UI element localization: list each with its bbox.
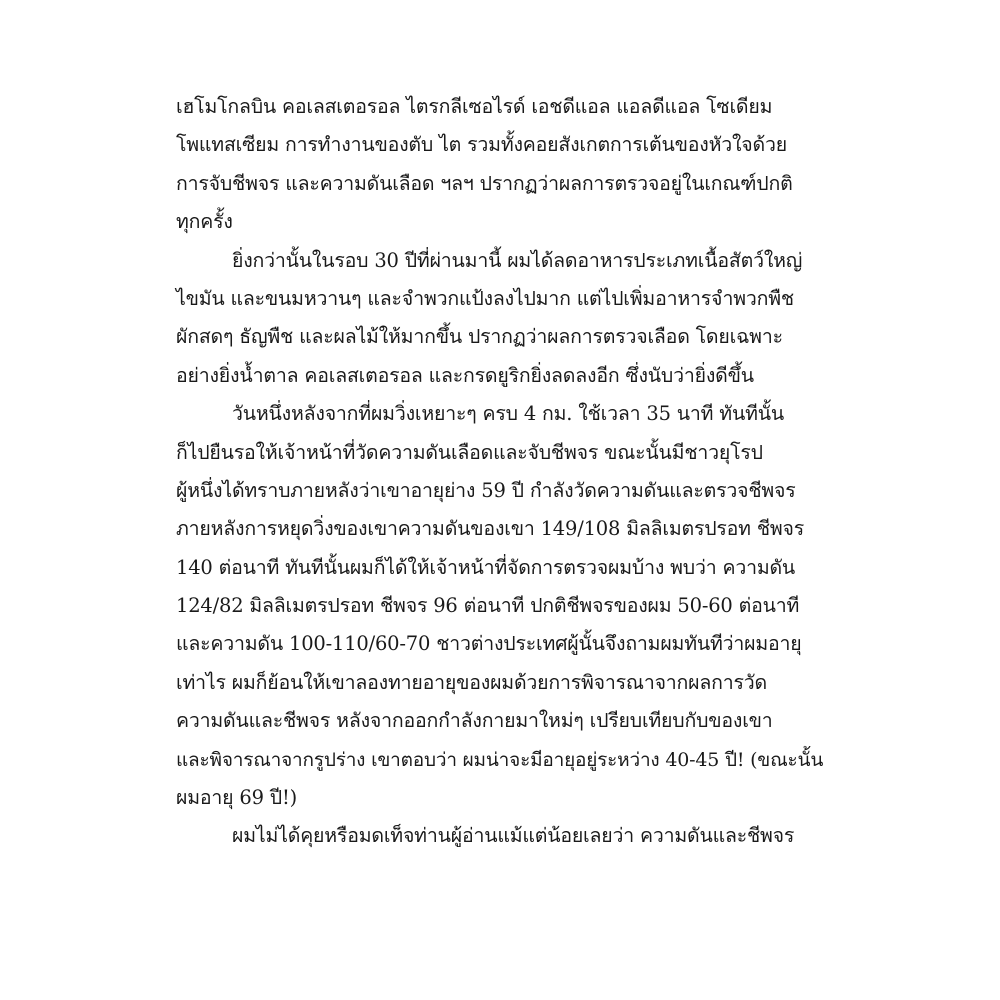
text-line: ก็ไปยืนรอให้เจ้าหน้าที่วัดความดันเลือดและจับชีพจร ขณะนั้นมีชาวยุโรป	[176, 440, 763, 464]
text-line: การจับชีพจร และความดันเลือด ฯลฯ ปรากฏว่าผลการตรวจอยู่ในเกณฑ์ปกติ	[176, 171, 793, 195]
text-line: เฮโมโกลบิน คอเลสเตอรอล ไตรกลีเซอไรด์ เอชดีแอล แอลดีแอล โซเดียม	[176, 95, 773, 118]
text-line: ผู้หนึ่งได้ทราบภายหลังว่าเขาอายุย่าง 59 ปี กำลังวัดความดันและตรวจชีพจร	[176, 478, 796, 502]
text-line: เท่าไร ผมก็ย้อนให้เขาลองทายอายุของผมด้วยการพิจารณาจากผลการวัด	[176, 670, 767, 694]
text-line: ความดันและชีพจร หลังจากออกกำลังกายมาใหม่ๆ เปรียบเทียบกับของเขา	[176, 709, 773, 733]
body-text	[176, 88, 836, 856]
text-line: 140 ต่อนาที ทันทีนั้นผมก็ได้ให้เจ้าหน้าที่จัดการตรวจผมบ้าง พบว่า ความดัน	[176, 555, 796, 579]
text-line: และความดัน 100-110/60-70 ชาวต่างประเทศผู้นั้นจึงถามผมทันทีว่าผมอายุ	[176, 632, 802, 656]
text-line: ผักสดๆ ธัญพืช และผลไม้ให้มากขึ้น ปรากฏว่าผลการตรวจเลือด โดยเฉพาะ	[176, 325, 783, 349]
paragraph-start-line: ยิ่งกว่านั้นในรอบ 30 ปีที่ผ่านมานี้ ผมได้ลดอาหารประเภทเนื้อสัตว์ใหญ่	[232, 248, 803, 272]
text-line: ภายหลังการหยุดวิ่งของเขาความดันของเขา 149/108 มิลลิเมตรปรอท ชีพจร	[176, 517, 805, 541]
text-line: และพิจารณาจากรูปร่าง เขาตอบว่า ผมน่าจะมีอายุอยู่ระหว่าง 40-45 ปี! (ขณะนั้น	[176, 748, 824, 771]
paragraph-start-line: ผมไม่ได้คุยหรือมดเท็จท่านผู้อ่านแม้แต่น้อยเลยว่า ความดันและชีพจร	[232, 824, 795, 848]
text-line: ไขมัน และขนมหวานๆ และจำพวกแป้งลงไปมาก แต่ไปเพิ่มอาหารจำพวกพืช	[176, 286, 794, 310]
text-line: อย่างยิ่งน้ำตาล คอเลสเตอรอล และกรดยูริกยิ่งลดลงอีก ซึ่งนับว่ายิ่งดีขึ้น	[176, 363, 754, 387]
text-line: ผมอายุ 69 ปี!)	[176, 786, 297, 810]
text-line: ทุกครั้ง	[176, 210, 233, 234]
text-line: 124/82 มิลลิเมตรปรอท ชีพจร 96 ต่อนาที ปกติชีพจรของผม 50-60 ต่อนาที	[176, 594, 800, 618]
text-line: โพแทสเซียม การทำงานของตับ ไต รวมทั้งคอยสังเกตการเต้นของหัวใจด้วย	[176, 133, 787, 157]
paragraph-start-line: วันหนึ่งหลังจากที่ผมวิ่งเหยาะๆ ครบ 4 กม. ใช้เวลา 35 นาที ทันทีนั้น	[232, 402, 785, 426]
